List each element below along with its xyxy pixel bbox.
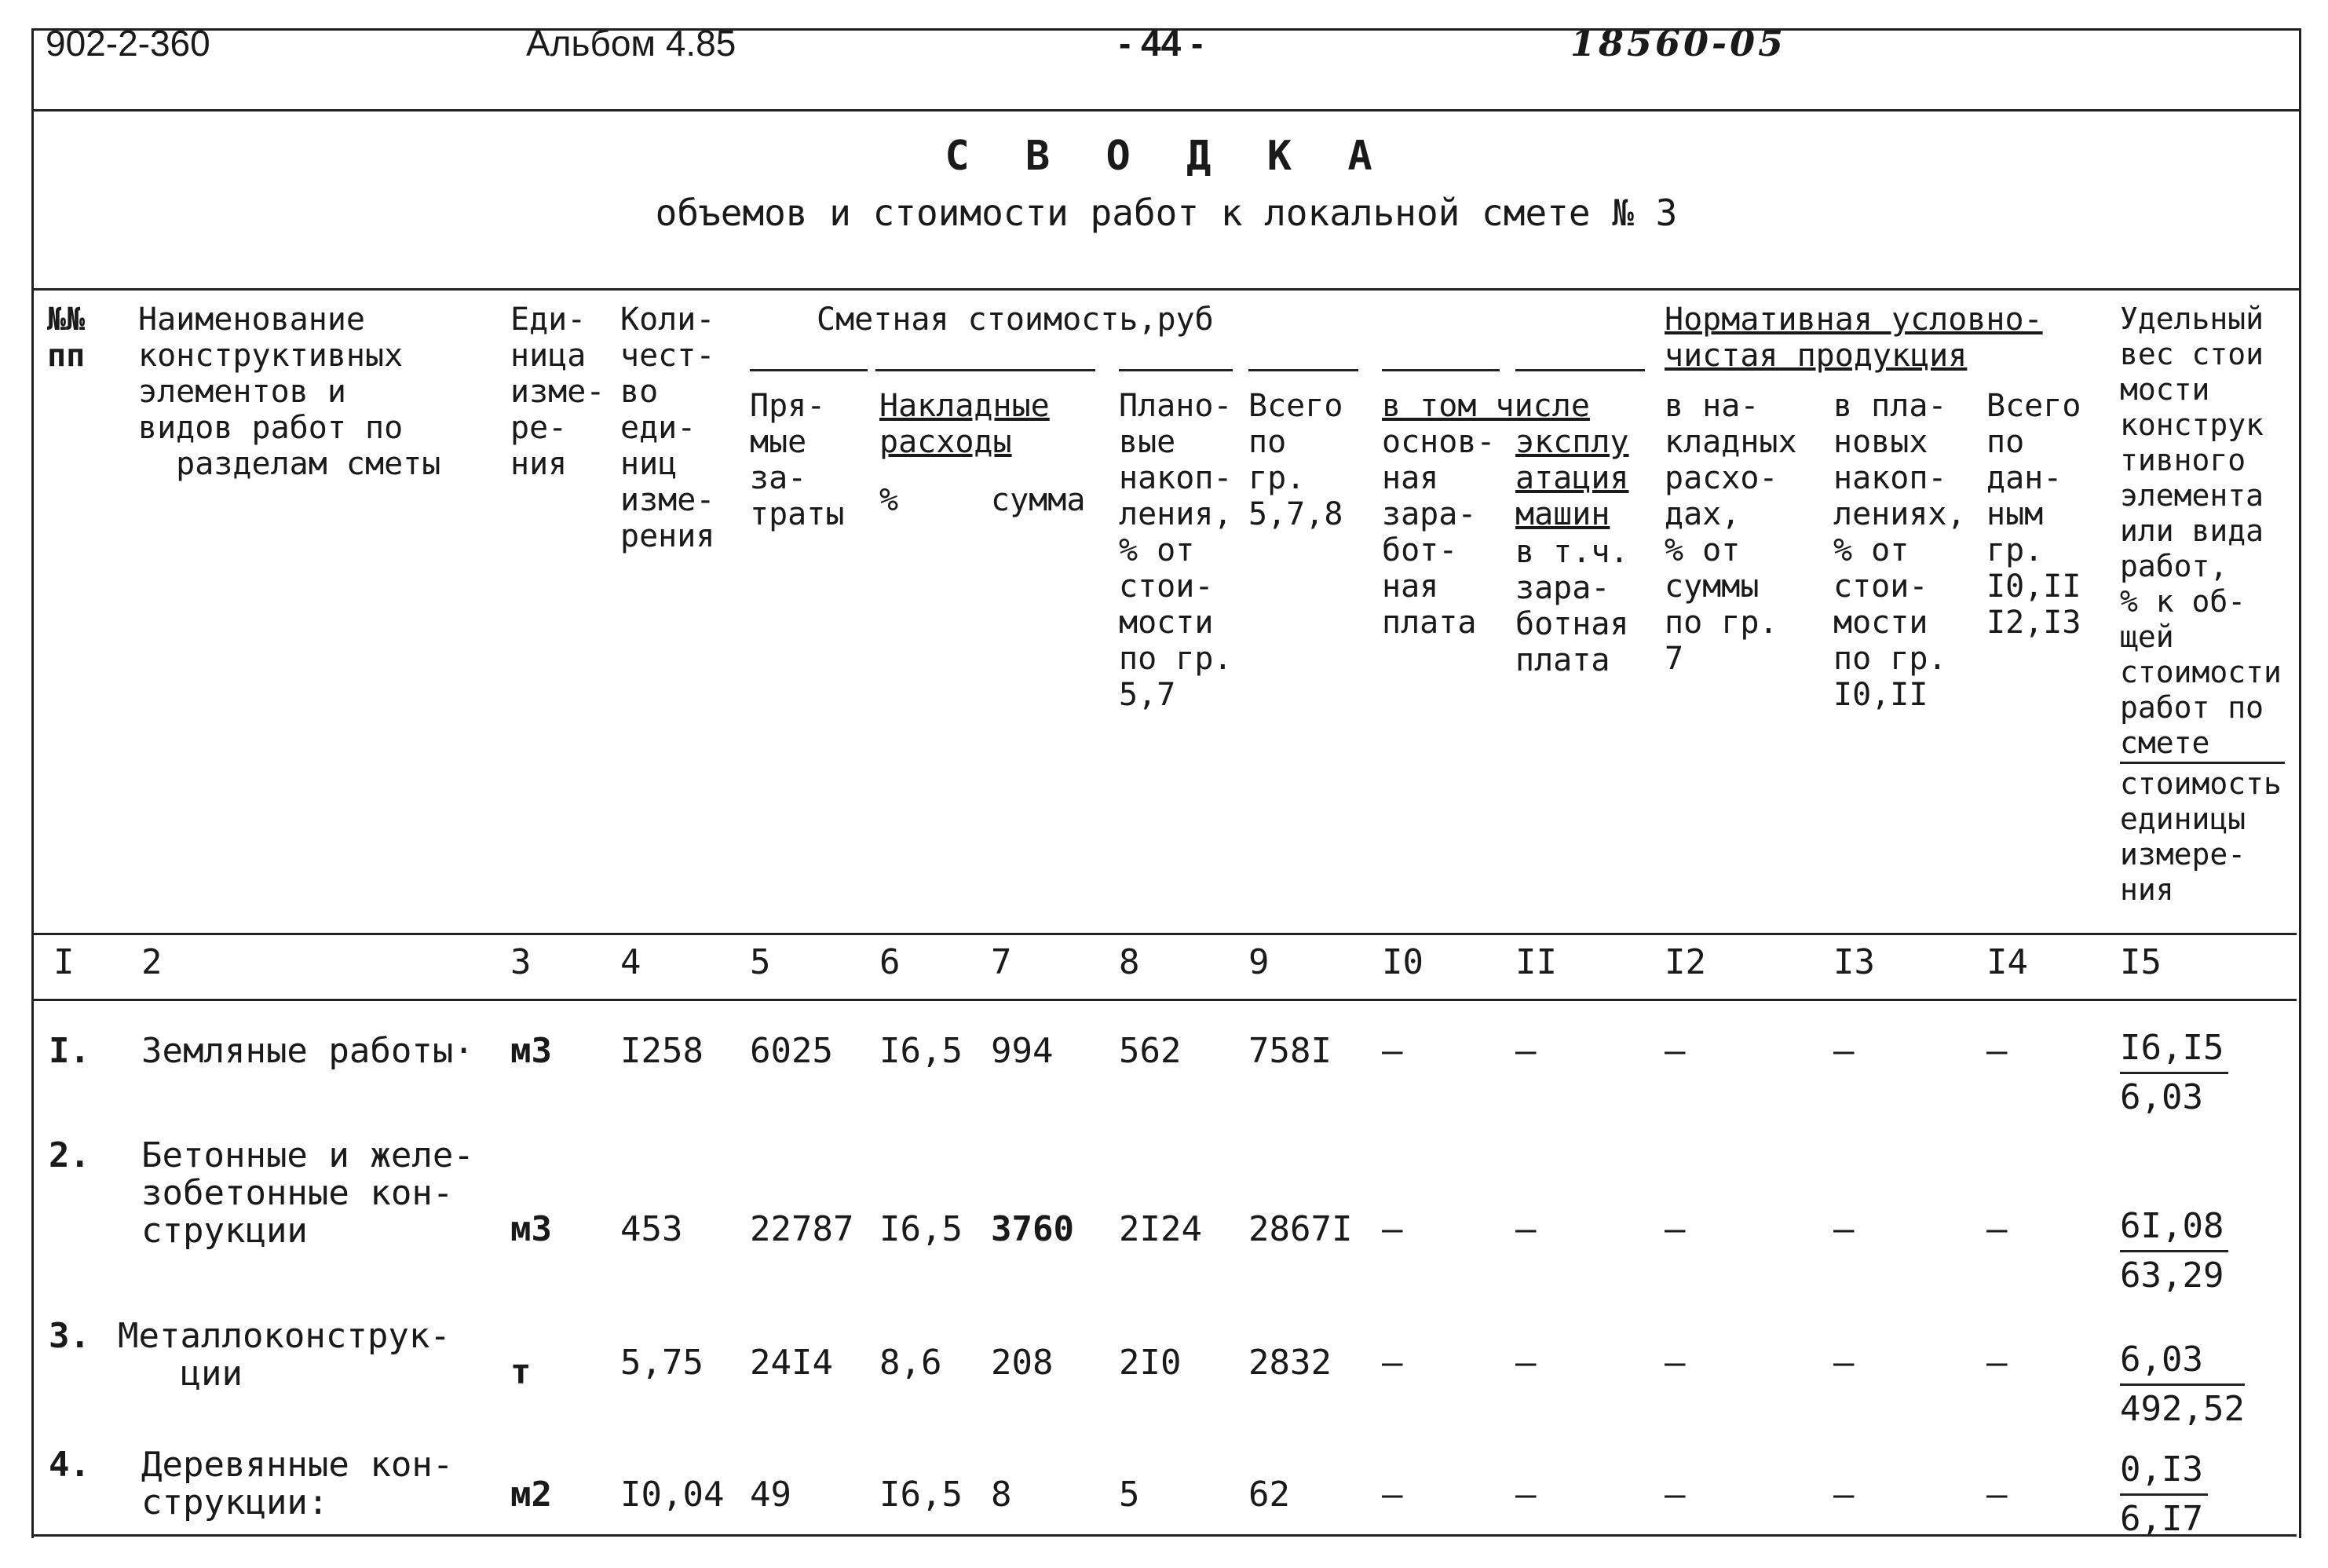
row-unit-cost: 492,52 (2120, 1389, 2245, 1429)
row-c13: – (1833, 1031, 1855, 1071)
row-c11: – (1515, 1343, 1537, 1383)
row-planned-savings: 5 (1119, 1475, 1140, 1515)
row-unit-cost: 63,29 (2120, 1255, 2224, 1296)
col-header-overhead-percent: % (879, 482, 899, 518)
header-bottom-rule (31, 933, 2297, 935)
row-unit: м3 (510, 1209, 552, 1249)
divider (1248, 369, 1358, 371)
row-unit-cost: 6,I7 (2120, 1499, 2203, 1539)
col-header-direct-costs: Пря- мые за- траты (750, 388, 845, 532)
row-quantity: 453 (620, 1209, 683, 1249)
row-total: 2832 (1248, 1343, 1332, 1383)
col-header-base-salary: основ- ная зара- бот- ная плата (1382, 424, 1496, 641)
row-planned-savings: 2I24 (1119, 1209, 1202, 1249)
row-c14: – (1986, 1343, 2008, 1383)
row-c12: – (1665, 1475, 1686, 1515)
col-header-overhead-sum: сумма (991, 482, 1086, 518)
document-subtitle: объемов и стоимости работ к локальной смете № 3 (655, 192, 1678, 234)
row-share: 6I,08 (2120, 1203, 2228, 1252)
row-share: 6,03 (2120, 1336, 2245, 1386)
row-unit-cost: 6,03 (2120, 1077, 2203, 1117)
column-number: I (53, 942, 75, 982)
column-number: 7 (991, 942, 1012, 982)
column-number: 2 (141, 942, 163, 982)
col-header-norm-savings: в пла- новых накоп- лениях, % от стои- мости по гр. I0,II (1833, 388, 1966, 713)
column-number: I0 (1382, 942, 1423, 982)
column-number: 9 (1248, 942, 1270, 982)
handwritten-number: 18560-05 (1570, 22, 1787, 64)
row-share-fraction (2120, 1336, 2245, 1433)
column-number: 4 (620, 942, 641, 982)
row-overhead-sum: 994 (991, 1031, 1054, 1071)
row-name: Бетонные и желе- зобетонные кон- струкции (141, 1135, 474, 1251)
divider (2120, 762, 2285, 764)
album-number: Альбом 4.85 (526, 23, 736, 64)
row-number: I. (49, 1031, 90, 1071)
col-header-machine-salary: в т.ч. зара- ботная плата (1515, 534, 1629, 678)
divider (1119, 369, 1233, 371)
row-overhead-percent: I6,5 (879, 1031, 963, 1071)
row-c12: – (1665, 1343, 1686, 1383)
col-group-estimated-cost: Сметная стоимость,руб (817, 302, 1214, 338)
column-number: 3 (510, 942, 532, 982)
col-header-norm-overhead: в на- кладных расхо- дах, % от суммы по гр. 7 (1665, 388, 1797, 677)
table-bottom-rule (31, 1534, 2297, 1537)
document-frame (31, 28, 2301, 1538)
col-header-machine-operation: эксплу атация машин (1515, 424, 1629, 532)
row-c11: – (1515, 1209, 1537, 1249)
row-share: I6,I5 (2120, 1025, 2228, 1074)
row-c13: – (1833, 1475, 1855, 1515)
row-name: Земляные работы· (141, 1031, 474, 1071)
page-number: - 44 - (1119, 23, 1204, 64)
col-header-unit-cost: стоимость единицы измере- ния (2120, 766, 2282, 907)
row-share: 0,I3 (2120, 1446, 2208, 1496)
row-c10: – (1382, 1343, 1403, 1383)
row-unit: т (510, 1352, 532, 1392)
column-number: 8 (1119, 942, 1140, 982)
row-overhead-percent: I6,5 (879, 1475, 963, 1515)
col-header-unit: Еди- ница изме- ре- ния (510, 302, 605, 482)
row-quantity: 5,75 (620, 1343, 704, 1383)
row-total: 2867I (1248, 1209, 1353, 1249)
row-total: 62 (1248, 1475, 1290, 1515)
row-c10: – (1382, 1031, 1403, 1071)
col-header-planned-savings: Плано- вые накоп- ления, % от стои- мости по гр. 5,7 (1119, 388, 1233, 713)
row-c10: – (1382, 1475, 1403, 1515)
row-c14: – (1986, 1209, 2008, 1249)
row-c13: – (1833, 1209, 1855, 1249)
row-overhead-percent: I6,5 (879, 1209, 963, 1249)
row-overhead-sum: 8 (991, 1475, 1012, 1515)
row-direct-costs: 24I4 (750, 1343, 833, 1383)
row-c11: – (1515, 1475, 1537, 1515)
divider (1382, 369, 1500, 371)
col-header-overhead: Накладные расходы (879, 388, 1050, 460)
row-c12: – (1665, 1031, 1686, 1071)
row-planned-savings: 2I0 (1119, 1343, 1182, 1383)
column-number: I2 (1665, 942, 1706, 982)
row-c11: – (1515, 1031, 1537, 1071)
column-number: II (1515, 942, 1557, 982)
row-share-fraction (2120, 1446, 2208, 1543)
row-number: 4. (49, 1445, 90, 1485)
row-name: Металлоконструк- ции (118, 1316, 451, 1394)
column-number: 6 (879, 942, 901, 982)
row-name: Деревянные кон- струкции: (141, 1445, 454, 1522)
row-c13: – (1833, 1343, 1855, 1383)
col-header-norm-total: Всего по дан- ным гр. I0,II I2,I3 (1986, 388, 2081, 641)
col-header-number: №№ пп (47, 302, 86, 374)
row-quantity: I0,04 (620, 1475, 725, 1515)
row-unit: м3 (510, 1031, 552, 1071)
row-share-fraction (2120, 1025, 2228, 1121)
row-direct-costs: 49 (750, 1475, 791, 1515)
col-header-quantity: Коли- чест- во еди- ниц изме- рения (620, 302, 715, 554)
row-unit: м2 (510, 1475, 552, 1515)
row-direct-costs: 22787 (750, 1209, 854, 1249)
row-total: 758I (1248, 1031, 1332, 1071)
column-number: I5 (2120, 942, 2162, 982)
document-title: С В О Д К А (945, 133, 1388, 180)
col-header-including: в том числе (1382, 388, 1590, 424)
row-c10: – (1382, 1209, 1403, 1249)
row-overhead-percent: 8,6 (879, 1343, 942, 1383)
table-top-rule (34, 288, 2299, 291)
col-group-normative-product: Нормативная условно- чистая продукция (1665, 302, 2043, 374)
divider (875, 369, 1095, 371)
row-number: 3. (49, 1316, 90, 1356)
row-share-fraction (2120, 1203, 2228, 1299)
row-direct-costs: 6025 (750, 1031, 833, 1071)
row-planned-savings: 562 (1119, 1031, 1182, 1071)
row-overhead-sum: 208 (991, 1343, 1054, 1383)
col-header-name: Наименование конструктивных элементов и видов работ по разделам сметы (138, 302, 441, 482)
row-quantity: I258 (620, 1031, 704, 1071)
document-code: 902-2-360 (46, 23, 210, 64)
row-c14: – (1986, 1031, 2008, 1071)
header-rule (34, 109, 2299, 111)
row-number: 2. (49, 1135, 90, 1175)
row-overhead-sum: 3760 (991, 1209, 1074, 1249)
divider (750, 369, 868, 371)
col-header-total: Всего по гр. 5,7,8 (1248, 388, 1343, 532)
row-c14: – (1986, 1475, 2008, 1515)
col-header-share: Удельный вес стои мости конструк тивного элемента или вида работ, % к об- щей стоимости работ по смете (2120, 302, 2282, 760)
column-numbers-rule (31, 999, 2297, 1001)
column-number: I3 (1833, 942, 1875, 982)
column-number: 5 (750, 942, 771, 982)
row-c12: – (1665, 1209, 1686, 1249)
column-number: I4 (1986, 942, 2028, 982)
divider (1515, 369, 1645, 371)
